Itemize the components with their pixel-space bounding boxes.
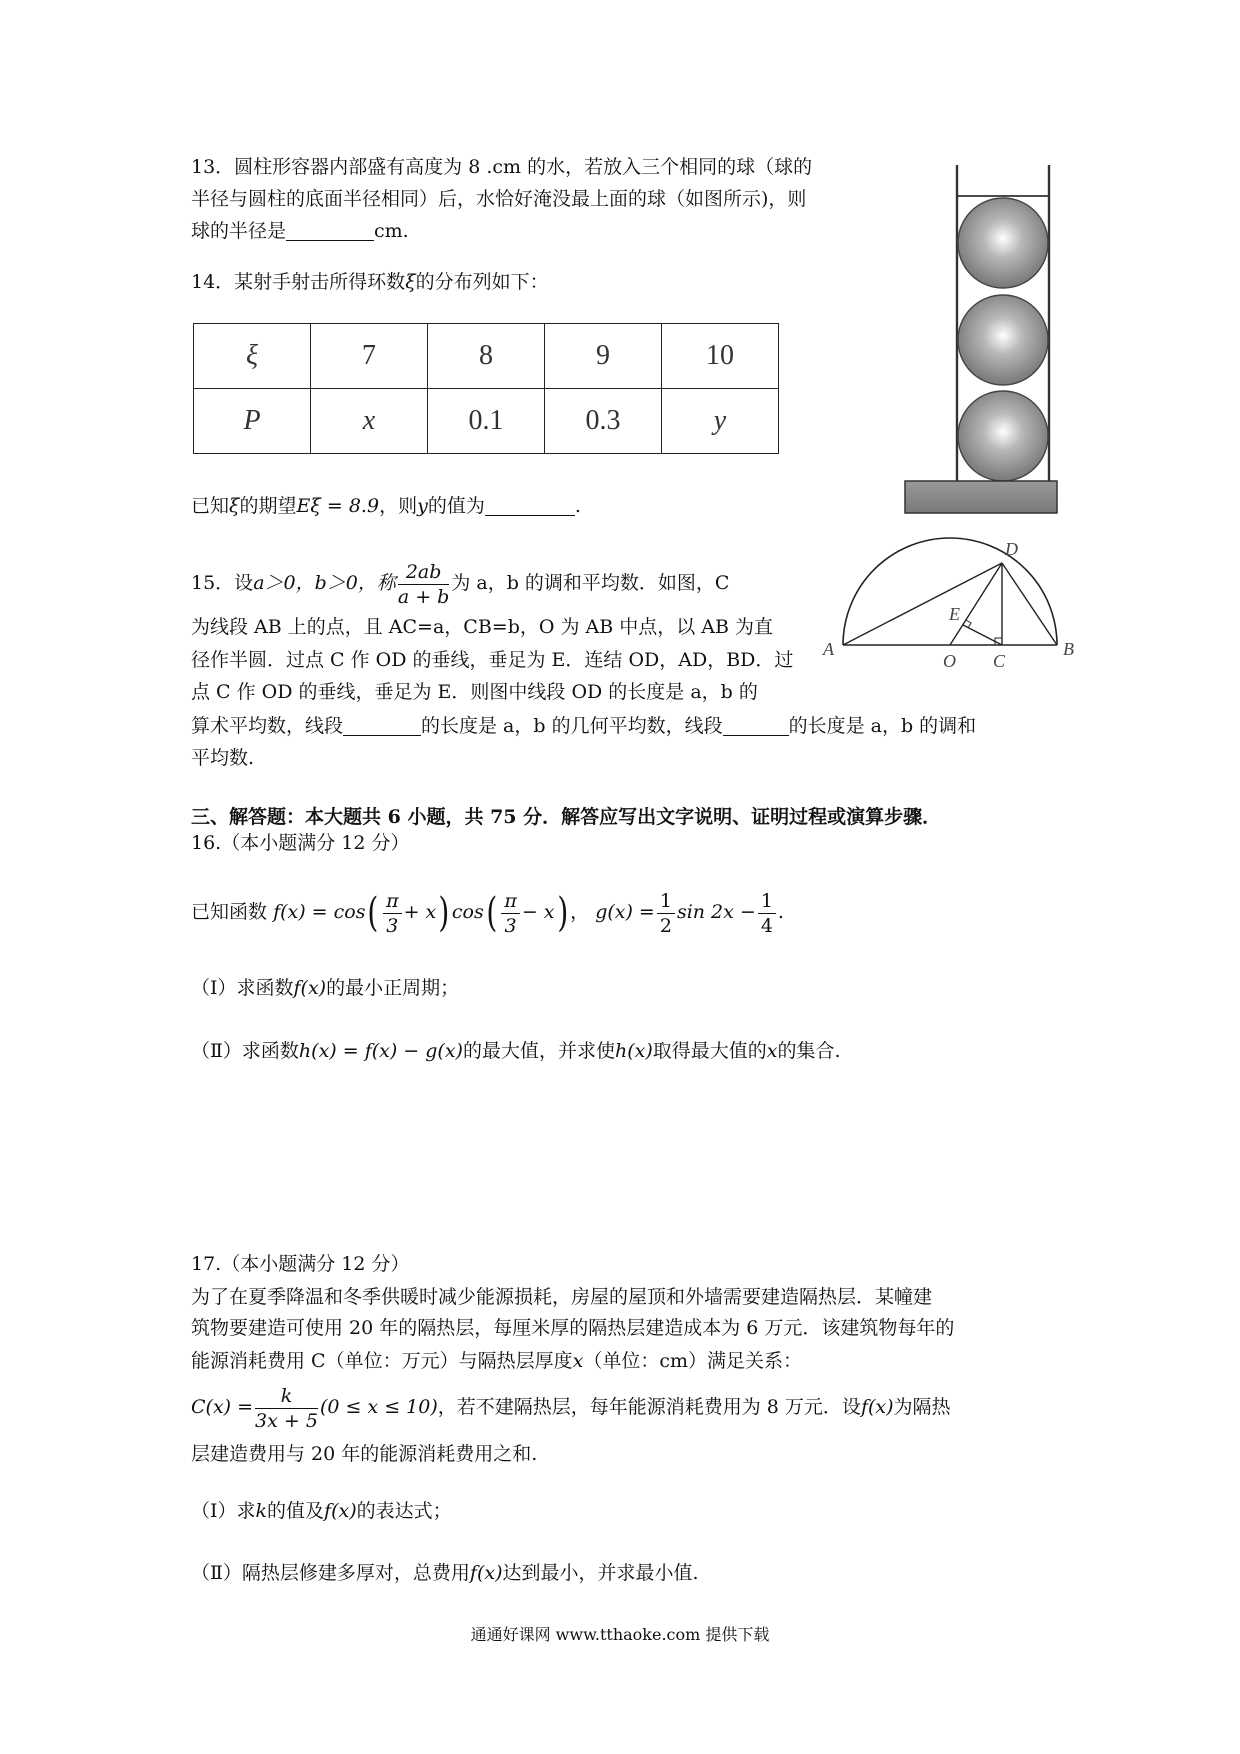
label-d: D: [1005, 539, 1018, 559]
frac-denominator: 3x + 5: [255, 1409, 318, 1432]
section3-heading: 三、解答题：本大题共 6 小题，共 75 分．解答应写出文字说明、证明过程或演算步骤．: [191, 806, 942, 828]
q16-part1-f: f(x): [293, 977, 327, 999]
q17-part1-pre: （Ⅰ）求: [191, 1500, 256, 1522]
q17-line3-x: x: [572, 1350, 584, 1372]
g-definition-lhs: g(x) =: [595, 901, 655, 923]
q15-line1-pre: 15．设: [191, 572, 254, 594]
q17-cost-line: [191, 1377, 951, 1437]
q14-intro-var: ξ: [405, 271, 416, 293]
q16-separator: ，: [570, 901, 590, 923]
q17-line1: 为了在夏季降温和冬季供暖时减少能源损耗，房屋的屋顶和外墙需要建造隔热层．某幢建: [191, 1286, 933, 1308]
q14-intro-pre: 14．某射手射击所得环数: [191, 271, 406, 293]
table-cell: ξ: [194, 324, 311, 389]
c-domain: (0 ≤ x ≤ 10): [319, 1396, 438, 1418]
q16-part2-mid2: 取得最大值的: [652, 1040, 767, 1062]
ball-middle: [958, 295, 1048, 385]
q15-line2: 为线段 AB 上的点，且 AC=a，CB=b，O 为 AB 中点，以 AB 为直: [191, 616, 774, 638]
table-cell: 0.3: [545, 389, 662, 454]
label-b: B: [1063, 639, 1074, 659]
frac-numerator: 2ab: [398, 560, 450, 585]
q13-answer-blank[interactable]: [286, 220, 374, 241]
q17-line3: [191, 1347, 802, 1375]
sin-part: sin 2x −: [676, 901, 756, 923]
label-c: C: [993, 651, 1006, 670]
q14-after-mid2: ，则: [379, 495, 418, 517]
q16-part1-post: 的最小正周期；: [326, 977, 460, 999]
frac-denominator: a + b: [397, 585, 450, 608]
one-half-fraction: [657, 889, 675, 938]
frac-numerator: 1: [758, 889, 776, 914]
q14-after-var: ξ: [229, 495, 240, 517]
h-definition: h(x) = f(x) − g(x): [298, 1040, 463, 1062]
q16-header: 16.（本小题满分 12 分）: [191, 832, 410, 854]
q15-condition: a＞0，b＞0，称: [253, 572, 396, 594]
q16-part2-post: 的集合.: [777, 1040, 841, 1062]
q16-part2: [191, 1037, 841, 1065]
q15-line1-post: 为 a，b 的调和平均数．如图，C: [451, 572, 730, 594]
q17-part2-post: 达到最小，并求最小值.: [502, 1562, 699, 1584]
q13-line1: 13．圆柱形容器内部盛有高度为 8 .cm 的水，若放入三个相同的球（球的: [191, 156, 813, 178]
q16-part2-x: x: [766, 1040, 778, 1062]
q15-blank-geometric[interactable]: [343, 715, 421, 736]
q16-part1-pre: （Ⅰ）求函数: [191, 977, 294, 999]
q15-line3: 径作半圆．过点 C 作 OD 的垂线，垂足为 E．连结 OD，AD，BD．过: [191, 649, 794, 671]
label-e: E: [949, 604, 960, 624]
pi-over-3-fraction-2: [501, 889, 520, 938]
q17-part1-k: k: [255, 1500, 268, 1522]
frac-numerator: π: [383, 889, 402, 914]
q17-line4-mid: ，若不建隔热层，每年能源消耗费用为 8 万元．设: [437, 1396, 861, 1418]
table-cell: x: [311, 389, 428, 454]
table-cell: y: [662, 389, 779, 454]
q13-line2: 半径与圆柱的底面半径相同）后，水恰好淹没最上面的球（如图所示)，则: [191, 188, 807, 210]
q14-after-end: .: [574, 495, 581, 517]
cylinder-balls-figure: [895, 160, 1075, 520]
q17-part2-f: f(x): [469, 1562, 503, 1584]
frac-numerator: 1: [657, 889, 675, 914]
ball-bottom: [958, 391, 1048, 481]
table-cell: 7: [311, 324, 428, 389]
q15-line5: [191, 712, 976, 740]
page-footer: 通通好课网 www.tthaoke.com 提供下载: [470, 1625, 770, 1644]
q16-part2-mid: 的最大值，并求使: [462, 1040, 615, 1062]
semicircle-figure: [815, 535, 1075, 670]
cylinder-base: [905, 481, 1057, 513]
table-cell: 10: [662, 324, 779, 389]
q13-line3-post: cm.: [374, 220, 409, 242]
q16-part2-pre: （Ⅱ）求函数: [191, 1040, 299, 1062]
q14-after: [191, 492, 581, 520]
q15-line5-c: 的长度是 a，b 的调和: [788, 715, 977, 737]
k-over-fraction: [255, 1384, 318, 1433]
q17-line5: 层建造费用与 20 年的能源消耗费用之和.: [191, 1443, 538, 1465]
distribution-table: [193, 323, 779, 454]
segment-ce: [963, 625, 1002, 645]
label-o: O: [943, 651, 956, 670]
q17-header: 17.（本小题满分 12 分）: [191, 1253, 410, 1275]
one-quarter-fraction: [758, 889, 776, 938]
table-cell: 9: [545, 324, 662, 389]
ball-top: [958, 198, 1048, 288]
frac-denominator: 4: [760, 914, 773, 937]
q17-part1: [191, 1497, 452, 1525]
frac-denominator: 3: [386, 914, 399, 937]
cos-second: cos: [451, 901, 484, 923]
q13-line3-pre: 球的半径是: [191, 220, 287, 242]
table-cell: 0.1: [428, 389, 545, 454]
plus-x: + x: [403, 901, 437, 923]
frac-denominator: 3: [504, 914, 517, 937]
f-definition-lhs: f(x) = cos: [273, 901, 366, 923]
q14-after-pre: 已知: [191, 495, 230, 517]
q15-line4: 点 C 作 OD 的垂线，垂足为 E．则图中线段 OD 的长度是 a，b 的: [191, 681, 758, 703]
q17-line3-pre: 能源消耗费用 C（单位：万元）与隔热层厚度: [191, 1350, 573, 1372]
q17-line2: 筑物要建造可使用 20 年的隔热层，每厘米厚的隔热层建造成本为 6 万元．该建筑物每年的: [191, 1317, 955, 1339]
q17-part1-f: f(x): [324, 1500, 357, 1522]
q16-given: 已知函数 f(x) = cos( $\frac{\pi}{3}$ + x) cos( $\frac{\pi}{3}$ − x) ， g(x) = $\frac{1}{2}$ sin 2x − $\frac{1}{4}$ .: [191, 889, 784, 937]
q17-line4-post: 为隔热: [893, 1396, 951, 1418]
q17-part2-pre: （Ⅱ）隔热层修建多厚对，总费用: [191, 1562, 470, 1584]
q14-after-y: y: [417, 495, 428, 517]
q15-line6: 平均数.: [191, 747, 255, 769]
q16-end: .: [777, 901, 784, 923]
minus-x: − x: [521, 901, 555, 923]
label-a: A: [823, 639, 834, 659]
harmonic-mean-fraction: [398, 560, 450, 609]
table-row: [194, 389, 779, 454]
q15-blank-harmonic[interactable]: [723, 715, 789, 736]
pi-over-3-fraction: [383, 889, 402, 938]
q15-line5-b: 的长度是 a，b 的几何平均数，线段: [421, 715, 723, 737]
q15-line1: [191, 553, 729, 613]
q16-part1: [191, 974, 459, 1002]
frac-denominator: 2: [659, 914, 672, 937]
table-cell: 8: [428, 324, 545, 389]
q17-line3-post: （单位：cm）满足关系：: [583, 1350, 802, 1372]
q13-line3: [191, 217, 409, 245]
q14-after-post: 的值为: [427, 495, 485, 517]
q17-part2: [191, 1559, 699, 1587]
frac-numerator: k: [255, 1384, 318, 1409]
frac-numerator: π: [501, 889, 520, 914]
q16-part2-h: h(x): [615, 1040, 653, 1062]
q16-given-pre: 已知函数: [191, 901, 268, 923]
q17-line4-f: f(x): [860, 1396, 894, 1418]
q14-intro: [191, 268, 549, 296]
q15-line5-a: 算术平均数，线段: [191, 715, 344, 737]
table-row: [194, 324, 779, 389]
q14-expectation: Eξ = 8.9: [296, 495, 380, 517]
c-definition-lhs: C(x) =: [191, 1396, 254, 1418]
q14-after-mid: 的期望: [239, 495, 297, 517]
q14-answer-blank[interactable]: [485, 495, 575, 516]
table-cell: P: [194, 389, 311, 454]
q14-intro-post: 的分布列如下：: [415, 271, 549, 293]
q17-part1-mid: 的值及: [267, 1500, 325, 1522]
q17-part1-post: 的表达式；: [356, 1500, 452, 1522]
